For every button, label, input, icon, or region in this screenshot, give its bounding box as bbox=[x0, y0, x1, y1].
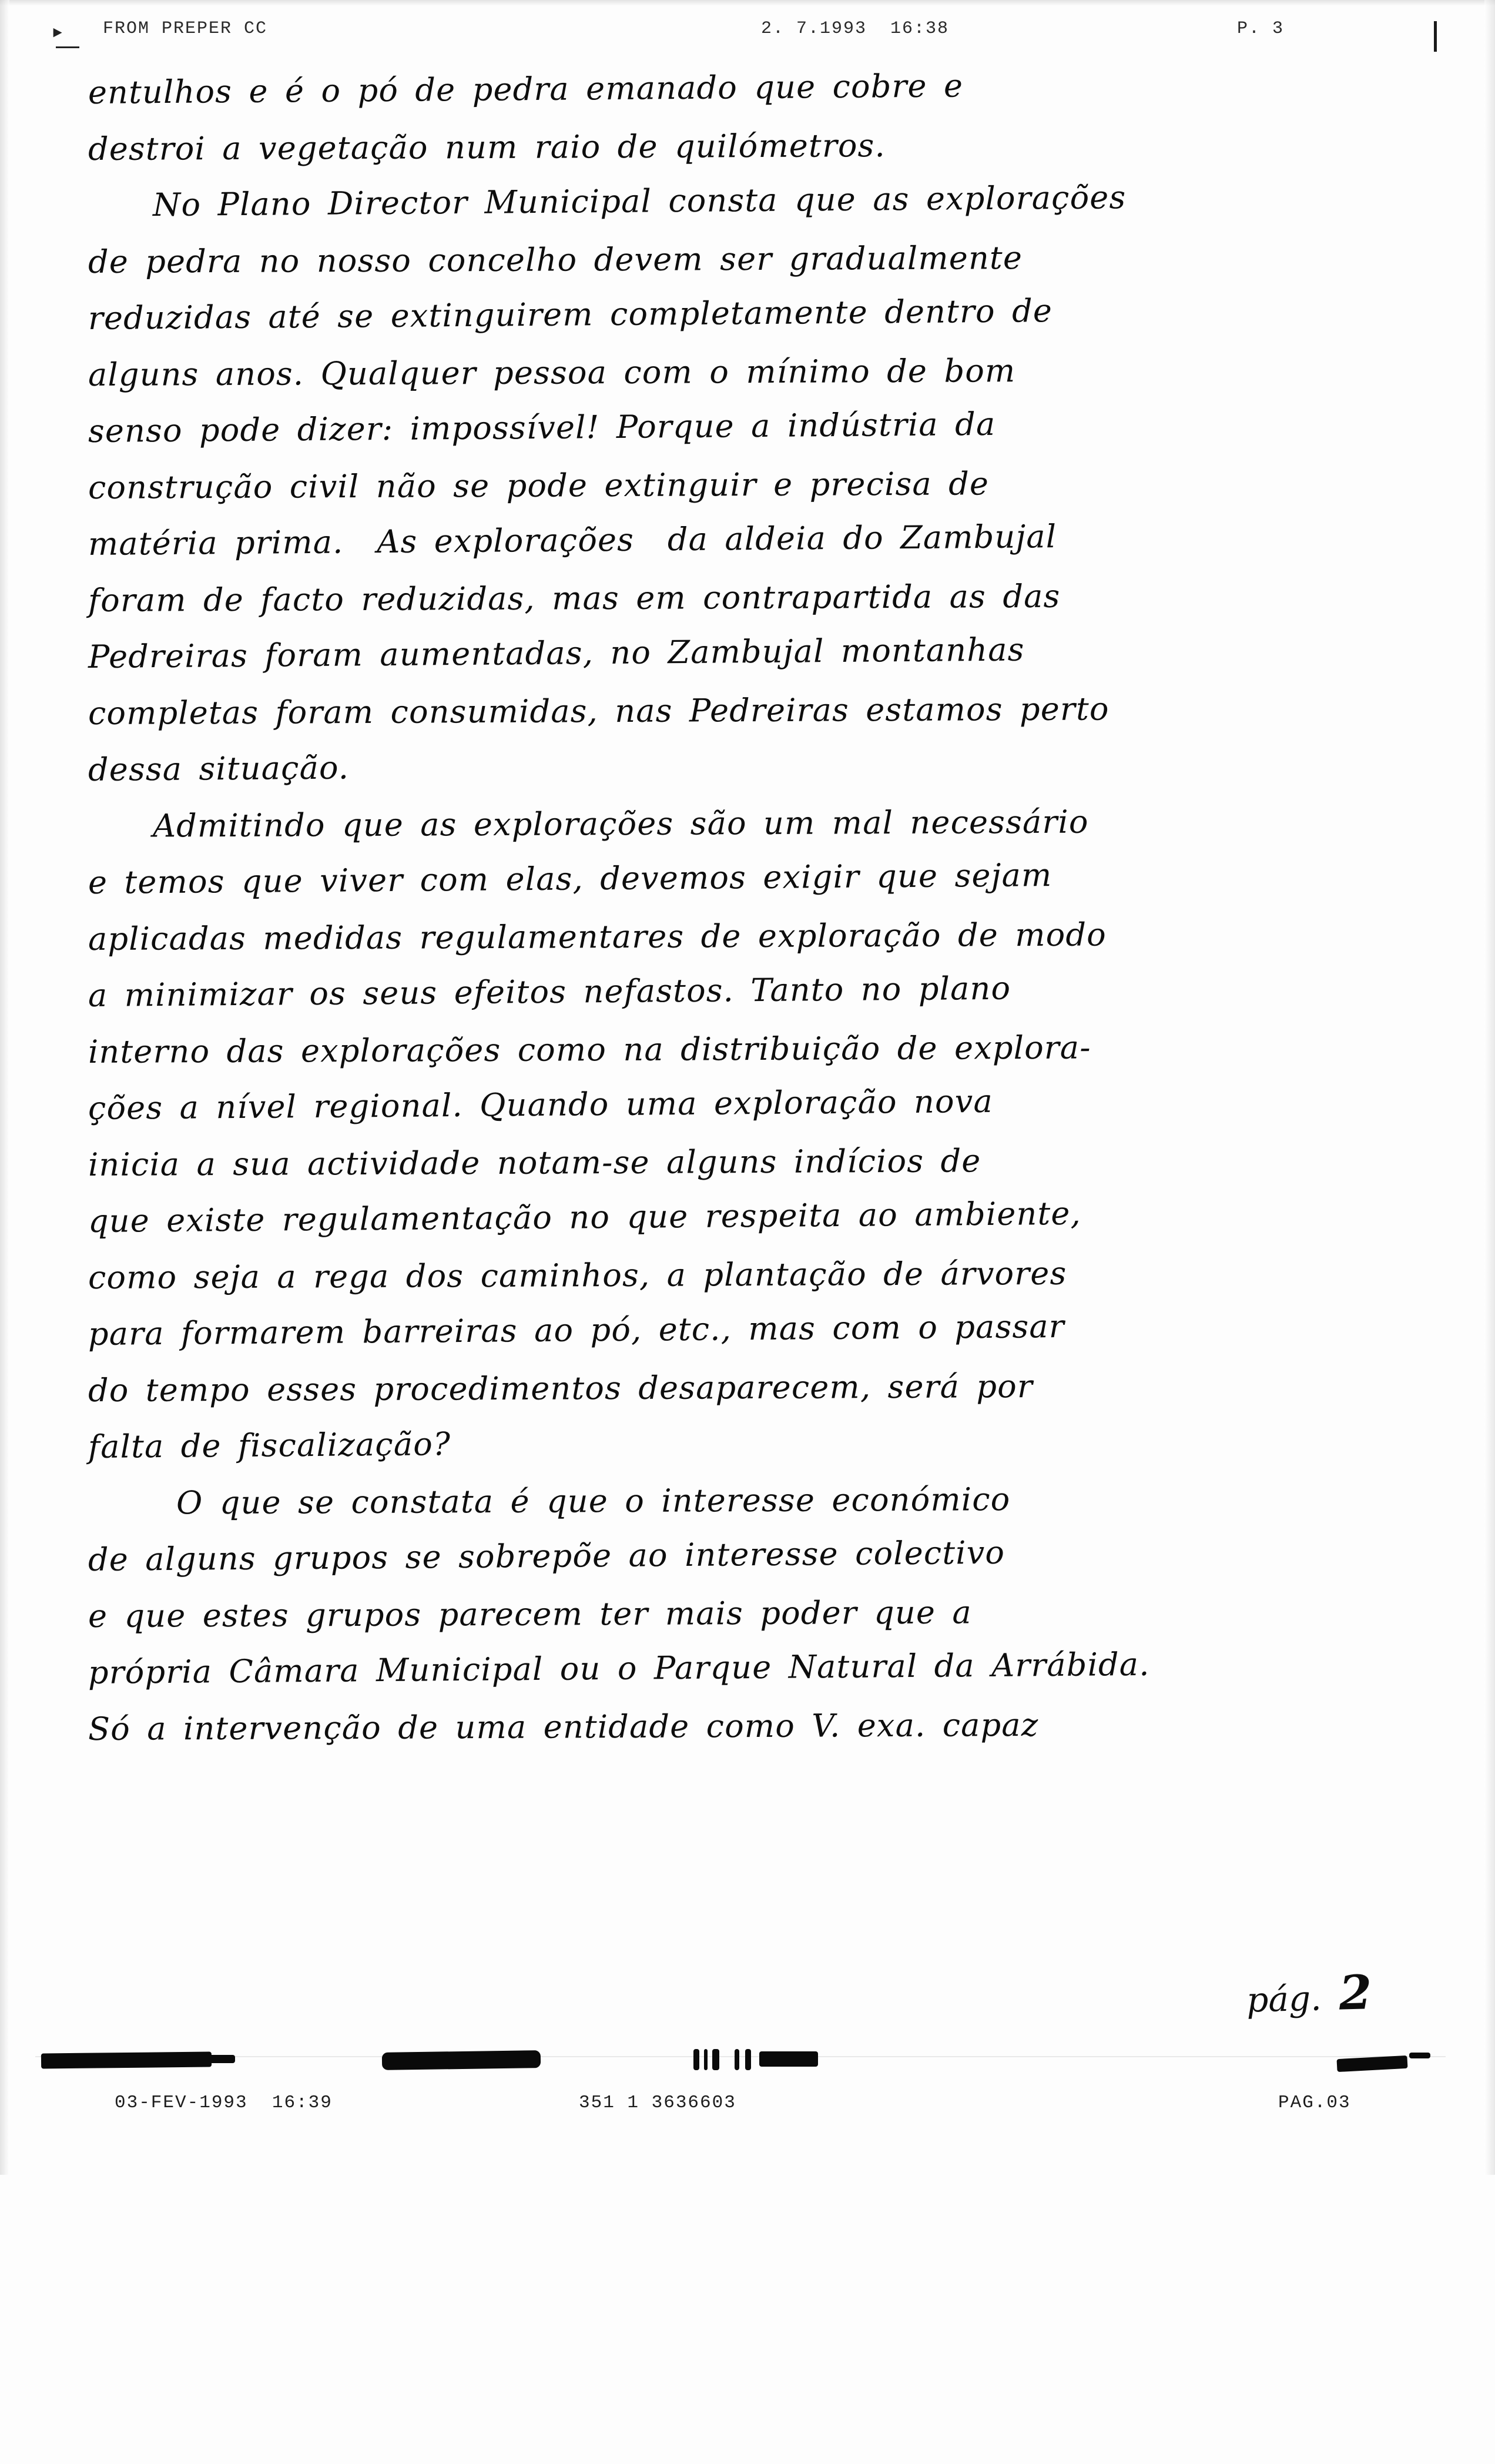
handwritten-line: própria Câmara Municipal ou o Parque Natural da Arrábida. bbox=[88, 1645, 1150, 1691]
handwritten-line: dessa situação. bbox=[88, 749, 350, 788]
fax-footer-page: PAG.03 bbox=[1278, 2093, 1351, 2113]
handwritten-line: que existe regulamentação no que respeita ao ambiente, bbox=[88, 1194, 1082, 1240]
handwritten-line: para formarem barreiras ao pó, etc., mas com o passar bbox=[88, 1307, 1065, 1352]
scan-edge-top bbox=[0, 0, 1495, 6]
handwritten-line: matéria prima. As explorações da aldeia do Zambujal bbox=[88, 518, 1057, 563]
handwritten-line: e que estes grupos parecem ter mais poder que a bbox=[88, 1593, 972, 1635]
handwritten-line: senso pode dizer: impossível! Porque a indústria da bbox=[88, 405, 996, 450]
handwritten-line: foram de facto reduzidas, mas em contrapartida as das bbox=[88, 577, 1061, 619]
footer-smudge bbox=[41, 2051, 212, 2068]
footer-smudge bbox=[382, 2050, 541, 2070]
page-number-glyph: 2 bbox=[1338, 1964, 1373, 2021]
handwritten-page-label bbox=[1245, 1964, 1372, 2023]
fax-footer bbox=[0, 2093, 1495, 2128]
footer-smudge bbox=[735, 2049, 739, 2070]
handwritten-line: de alguns grupos se sobrepõe ao interesse colectivo bbox=[88, 1534, 1005, 1578]
footer-smudge bbox=[1337, 2055, 1408, 2072]
fax-footer-date: 03-FEV-1993 16:39 bbox=[115, 2093, 333, 2113]
handwritten-line: aplicadas medidas regulamentares de exploração de modo bbox=[88, 916, 1107, 958]
handwritten-line: do tempo esses procedimentos desaparecem, será por bbox=[88, 1367, 1034, 1409]
fax-header-page: P. 3 bbox=[1237, 19, 1285, 39]
fax-footer-number: 351 1 3636603 bbox=[579, 2093, 736, 2113]
footer-smudge bbox=[745, 2049, 751, 2070]
handwritten-line: alguns anos. Qualquer pessoa com o mínimo de bom bbox=[88, 352, 1016, 393]
handwritten-line: interno das explorações como na distribuição de explora- bbox=[88, 1029, 1091, 1070]
fax-header-datetime: 2. 7.1993 16:38 bbox=[761, 19, 950, 39]
fax-arrow-icon: ► bbox=[53, 24, 63, 42]
fax-header-from: FROM PREPER CC bbox=[103, 19, 268, 39]
footer-smudge bbox=[1409, 2053, 1430, 2058]
handwritten-line: Pedreiras foram aumentadas, no Zambujal montanhas bbox=[88, 631, 1025, 675]
handwritten-line: falta de fiscalização? bbox=[88, 1425, 451, 1465]
handwritten-line: Admitindo que as explorações são um mal necessário bbox=[152, 803, 1089, 845]
footer-smudge bbox=[693, 2049, 699, 2070]
fax-footer-smudges bbox=[0, 2040, 1495, 2093]
page-label-text: pág. bbox=[1245, 1978, 1322, 2020]
fax-header-tick-mark bbox=[1434, 21, 1437, 52]
handwritten-line: de pedra no nosso concelho devem ser gradualmente bbox=[88, 239, 1023, 280]
footer-smudge bbox=[712, 2049, 719, 2070]
scan-edge-left bbox=[0, 0, 9, 2175]
handwritten-line: inicia a sua actividade notam-se alguns indícios de bbox=[88, 1142, 981, 1183]
handwritten-line: Só a intervenção de uma entidade como V. exa. capaz bbox=[88, 1706, 1039, 1747]
handwritten-line: O que se constata é que o interesse económico bbox=[176, 1481, 1011, 1522]
footer-smudge bbox=[206, 2055, 235, 2063]
handwritten-line: e temos que viver com elas, devemos exigir que sejam bbox=[88, 856, 1052, 901]
fax-header bbox=[0, 13, 1495, 46]
handwritten-line: como seja a rega dos caminhos, a plantação de árvores bbox=[88, 1254, 1067, 1296]
handwritten-line: ções a nível regional. Quando uma exploração nova bbox=[88, 1082, 994, 1127]
fax-header-smudge bbox=[56, 36, 79, 42]
handwritten-line: reduzidas até se extinguirem completamente dentro de bbox=[88, 292, 1053, 337]
handwritten-line: entulhos e é o pó de pedra emanado que cobre e bbox=[88, 67, 964, 111]
handwritten-line: a minimizar os seus efeitos nefastos. Tanto no plano bbox=[88, 969, 1011, 1014]
handwritten-line: construção civil não se pode extinguir e precisa de bbox=[88, 465, 990, 506]
handwritten-body bbox=[88, 65, 1434, 1757]
footer-smudge bbox=[704, 2049, 708, 2070]
scan-edge-right bbox=[1484, 0, 1495, 2175]
footer-smudge bbox=[759, 2051, 818, 2067]
handwritten-line: completas foram consumidas, nas Pedreiras estamos perto bbox=[88, 690, 1109, 732]
handwritten-line: No Plano Director Municipal consta que as explorações bbox=[152, 179, 1127, 224]
handwritten-line: destroi a vegetação num raio de quilómetros. bbox=[88, 127, 886, 168]
